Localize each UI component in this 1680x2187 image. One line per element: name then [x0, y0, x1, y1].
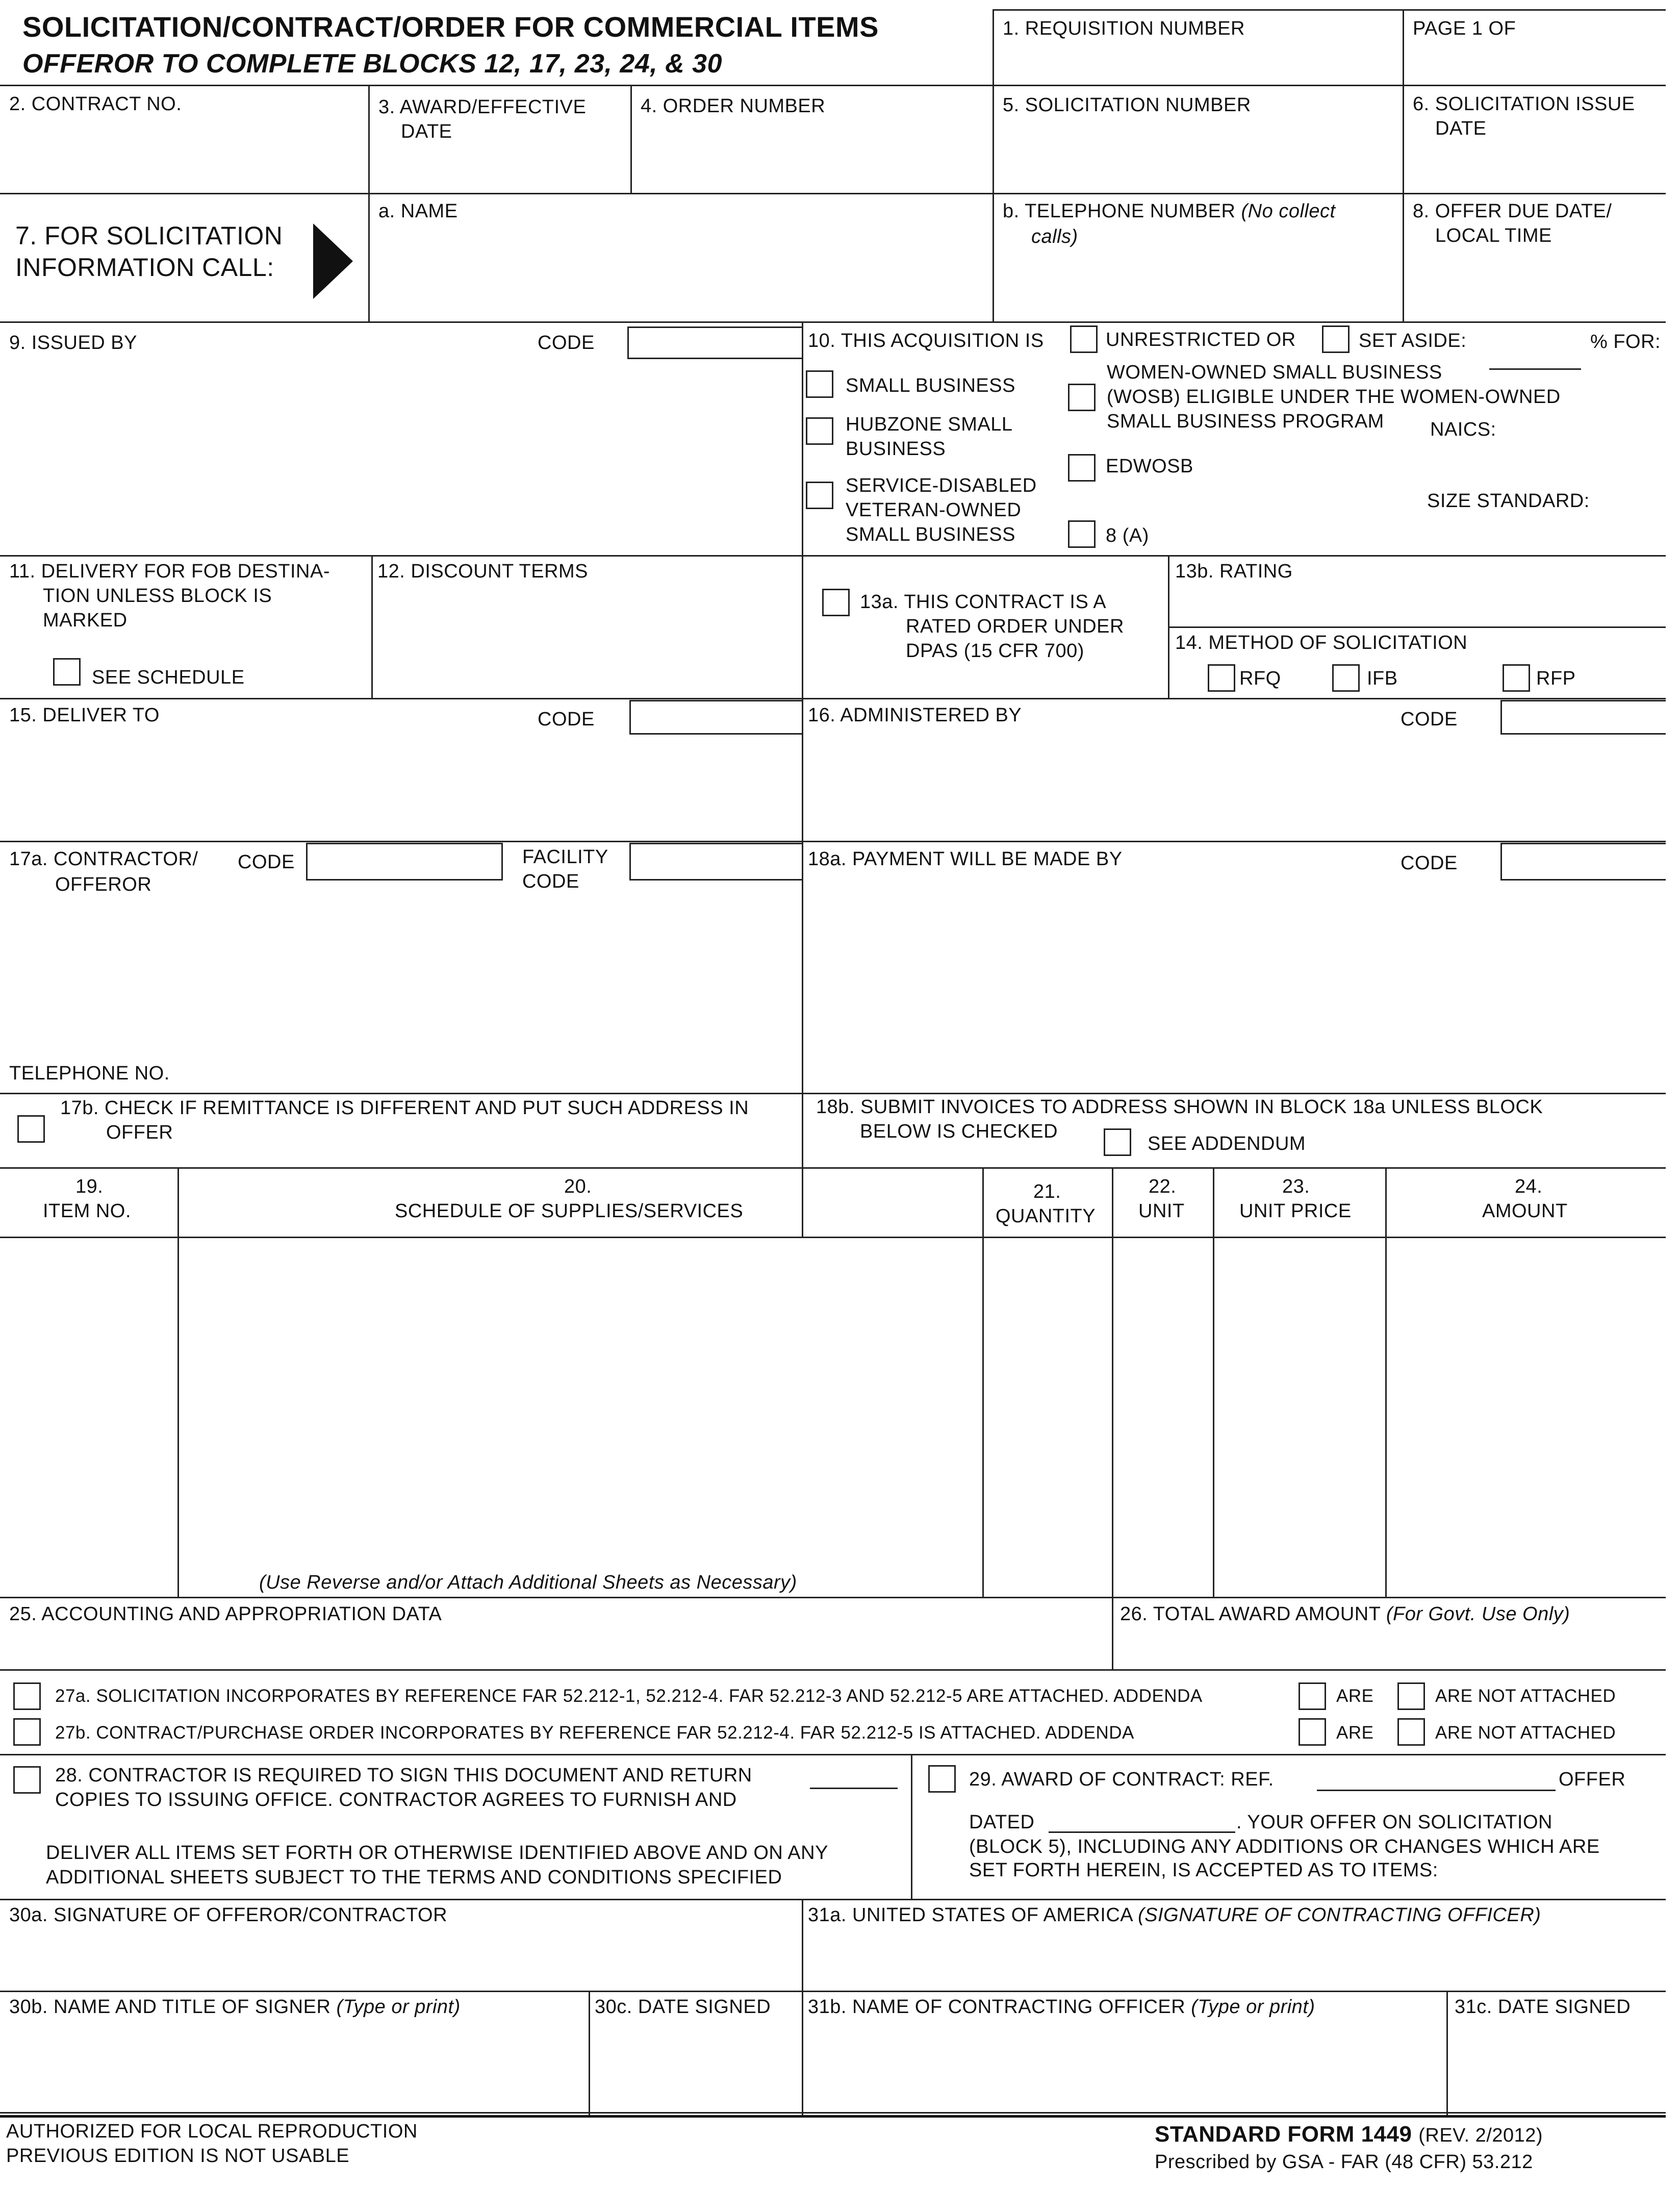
block-17b-label-2: OFFER — [106, 1122, 173, 1143]
block-27b-are-checkbox[interactable] — [1299, 1718, 1326, 1746]
block-28-label-4: ADDITIONAL SHEETS SUBJECT TO THE TERMS AND CONDITIONS SPECIFIED — [46, 1867, 782, 1888]
block-31c-label: 31c. DATE SIGNED — [1455, 1996, 1631, 2018]
block-27b-are-not-checkbox[interactable] — [1397, 1718, 1425, 1746]
block-30b-label: 30b. NAME AND TITLE OF SIGNER (Type or print) — [9, 1996, 461, 2018]
small-business-label: SMALL BUSINESS — [846, 375, 1015, 396]
wosb-label-2: (WOSB) ELIGIBLE UNDER THE WOMEN-OWNED — [1107, 386, 1561, 408]
block-13a-label: 13a. THIS CONTRACT IS A — [860, 591, 1107, 613]
block-7b-label: b. TELEPHONE NUMBER (No collect — [1003, 200, 1336, 222]
block-27a-are-label: ARE — [1336, 1686, 1374, 1706]
block-1-label: 1. REQUISITION NUMBER — [1003, 18, 1245, 39]
block-13a-label-2: RATED ORDER UNDER — [906, 616, 1124, 637]
block-29-label-4: SET FORTH HEREIN, IS ACCEPTED AS TO ITEMS: — [969, 1859, 1438, 1881]
hubzone-checkbox[interactable] — [806, 417, 833, 445]
edwosb-label: EDWOSB — [1106, 456, 1193, 477]
block-17a-label-2: OFFEROR — [55, 874, 152, 895]
prescribed-by: Prescribed by GSA - FAR (48 CFR) 53.212 — [1155, 2151, 1533, 2173]
unrestricted-checkbox[interactable] — [1070, 325, 1098, 353]
wosb-label-3: SMALL BUSINESS PROGRAM — [1107, 411, 1384, 432]
offer-label: OFFER — [1559, 1769, 1626, 1790]
block-17a-code-label: CODE — [238, 851, 295, 873]
sdvosb-label-2: VETERAN-OWNED — [846, 499, 1022, 521]
schedule-body[interactable] — [179, 1238, 982, 1595]
sdvosb-checkbox[interactable] — [806, 482, 833, 509]
hubzone-label-2: BUSINESS — [846, 438, 946, 460]
previous-edition-note: PREVIOUS EDITION IS NOT USABLE — [6, 2145, 350, 2167]
ref-blank[interactable] — [1317, 1790, 1556, 1791]
facility-code-label: FACILITY — [522, 846, 608, 868]
block-27b-label: 27b. CONTRACT/PURCHASE ORDER INCORPORATES BY REFERENCE FAR 52.212-4. FAR 52.212-5 IS ATTACHED. ADDENDA — [55, 1723, 1134, 1743]
eight-a-label: 8 (A) — [1106, 525, 1149, 546]
page-of-label: PAGE 1 OF — [1413, 18, 1516, 39]
set-aside-label: SET ASIDE: — [1359, 330, 1467, 351]
dated-blank[interactable] — [1049, 1831, 1235, 1833]
facility-code-field[interactable] — [629, 843, 802, 881]
rfq-label: RFQ — [1239, 668, 1281, 689]
block-29-label: 29. AWARD OF CONTRACT: REF. — [969, 1769, 1274, 1790]
block-31b-label: 31b. NAME OF CONTRACTING OFFICER (Type or print) — [808, 1996, 1315, 2018]
block-17a-code-field[interactable] — [306, 843, 503, 881]
col-schedule-header: SCHEDULE OF SUPPLIES/SERVICES — [395, 1200, 744, 1222]
block-17a-label: 17a. CONTRACTOR/ — [9, 848, 198, 870]
block-7b-label-2: calls) — [1031, 226, 1078, 247]
form-number: STANDARD FORM 1449 (REV. 2/2012) — [1155, 2122, 1543, 2147]
block-27b-are-not-label: ARE NOT ATTACHED — [1435, 1723, 1616, 1743]
block-3-label-2: DATE — [401, 121, 452, 142]
block-27a-label: 27a. SOLICITATION INCORPORATES BY REFERENCE FAR 52.212-1, 52.212-4. FAR 52.212-3 AND 52.212-5 ARE ATTACHED. ADDENDA — [55, 1686, 1203, 1706]
block-29-checkbox[interactable] — [928, 1765, 956, 1793]
telephone-label: TELEPHONE NO. — [9, 1063, 170, 1084]
naics-label: NAICS: — [1430, 419, 1496, 440]
block-9-code-field[interactable] — [627, 326, 802, 359]
pct-for-blank[interactable] — [1489, 368, 1581, 370]
col-amount-header: AMOUNT — [1482, 1200, 1568, 1222]
col-20-number: 20. — [564, 1176, 592, 1197]
block-29-label-3: (BLOCK 5), INCLUDING ANY ADDITIONS OR CHANGES WHICH ARE — [969, 1836, 1600, 1857]
copies-blank[interactable] — [810, 1788, 898, 1789]
block-30a-label: 30a. SIGNATURE OF OFFEROR/CONTRACTOR — [9, 1904, 448, 1926]
block-10-label: 10. THIS ACQUISITION IS — [808, 330, 1044, 351]
set-aside-checkbox[interactable] — [1322, 325, 1350, 353]
block-16-code-label: CODE — [1401, 709, 1458, 730]
form-instructions: OFFEROR TO COMPLETE BLOCKS 12, 17, 23, 24, & 30 — [22, 49, 722, 79]
edwosb-checkbox[interactable] — [1068, 454, 1096, 482]
ifb-label: IFB — [1367, 668, 1398, 689]
size-standard-label: SIZE STANDARD: — [1427, 490, 1590, 512]
remittance-checkbox[interactable] — [17, 1115, 45, 1143]
see-schedule-checkbox[interactable] — [53, 658, 81, 686]
block-6-label-2: DATE — [1435, 118, 1487, 139]
block-27a-are-not-checkbox[interactable] — [1397, 1682, 1425, 1710]
block-5-label: 5. SOLICITATION NUMBER — [1003, 94, 1251, 116]
block-27a-checkbox[interactable] — [13, 1682, 41, 1710]
arrow-right-icon — [313, 223, 353, 299]
block-18b-label: 18b. SUBMIT INVOICES TO ADDRESS SHOWN IN BLOCK 18a UNLESS BLOCK — [816, 1096, 1543, 1118]
schedule-note: (Use Reverse and/or Attach Additional Sheets as Necessary) — [259, 1572, 797, 1593]
rated-order-checkbox[interactable] — [822, 589, 850, 616]
block-15-label: 15. DELIVER TO — [9, 705, 160, 726]
small-business-checkbox[interactable] — [806, 370, 833, 398]
col-unit-price-header: UNIT PRICE — [1239, 1200, 1352, 1222]
block-7a-label: a. NAME — [378, 200, 458, 222]
block-15-code-label: CODE — [538, 709, 595, 730]
block-27a-are-checkbox[interactable] — [1299, 1682, 1326, 1710]
col-24-number: 24. — [1515, 1176, 1543, 1197]
block-11-label: 11. DELIVERY FOR FOB DESTINA- — [9, 561, 330, 582]
dated-label: DATED — [969, 1812, 1035, 1833]
block-6-label: 6. SOLICITATION ISSUE — [1413, 93, 1635, 115]
col-unit-header: UNIT — [1138, 1200, 1185, 1222]
rfq-checkbox[interactable] — [1208, 664, 1235, 692]
block-18a-label: 18a. PAYMENT WILL BE MADE BY — [808, 848, 1123, 870]
block-29-label-2: . YOUR OFFER ON SOLICITATION — [1236, 1812, 1552, 1833]
sdvosb-label: SERVICE-DISABLED — [846, 475, 1037, 496]
pct-for-label: % FOR: — [1590, 331, 1661, 353]
block-2-label: 2. CONTRACT NO. — [9, 93, 182, 115]
hubzone-label: HUBZONE SMALL — [846, 414, 1013, 435]
block-18a-code-label: CODE — [1401, 852, 1458, 874]
block-18b-label-2: BELOW IS CHECKED — [860, 1121, 1058, 1142]
wosb-label: WOMEN-OWNED SMALL BUSINESS — [1107, 362, 1442, 383]
block-9-code-label: CODE — [538, 332, 595, 354]
block-15-code-field[interactable] — [629, 700, 802, 735]
eight-a-checkbox[interactable] — [1068, 520, 1096, 548]
block-28-checkbox[interactable] — [13, 1766, 41, 1794]
block-25-label: 25. ACCOUNTING AND APPROPRIATION DATA — [9, 1603, 442, 1625]
col-item-no-header: ITEM NO. — [43, 1200, 131, 1222]
block-28-label: 28. CONTRACTOR IS REQUIRED TO SIGN THIS DOCUMENT AND RETURN — [55, 1765, 752, 1786]
col-23-number: 23. — [1282, 1176, 1310, 1197]
block-18a-code-field[interactable] — [1500, 843, 1666, 881]
block-27a-are-not-label: ARE NOT ATTACHED — [1435, 1686, 1616, 1706]
see-addendum-checkbox[interactable] — [1104, 1128, 1131, 1156]
block-13a-label-3: DPAS (15 CFR 700) — [906, 640, 1084, 662]
block-8-label: 8. OFFER DUE DATE/ — [1413, 200, 1612, 222]
col-21-number: 21. — [1033, 1181, 1061, 1202]
block-14-label: 14. METHOD OF SOLICITATION — [1175, 632, 1468, 653]
block-27b-are-label: ARE — [1336, 1723, 1374, 1743]
block-31a-label: 31a. UNITED STATES OF AMERICA (SIGNATURE OF CONTRACTING OFFICER) — [808, 1904, 1541, 1926]
rfp-label: RFP — [1536, 668, 1576, 689]
block-8-label-2: LOCAL TIME — [1435, 225, 1552, 246]
block-7-label: 7. FOR SOLICITATION — [15, 221, 283, 250]
block-11-label-2: TION UNLESS BLOCK IS — [43, 585, 272, 607]
block-28-label-2: COPIES TO ISSUING OFFICE. CONTRACTOR AGREES TO FURNISH AND — [55, 1789, 737, 1811]
see-addendum-label: SEE ADDENDUM — [1148, 1133, 1306, 1154]
facility-code-label-2: CODE — [522, 871, 579, 892]
block-12-label: 12. DISCOUNT TERMS — [377, 561, 589, 582]
authorized-reproduction-note: AUTHORIZED FOR LOCAL REPRODUCTION — [6, 2121, 418, 2142]
block-4-label: 4. ORDER NUMBER — [641, 95, 826, 117]
block-9-label: 9. ISSUED BY — [9, 332, 137, 354]
wosb-checkbox[interactable] — [1068, 384, 1096, 411]
block-17b-label: 17b. CHECK IF REMITTANCE IS DIFFERENT AND PUT SUCH ADDRESS IN — [60, 1097, 749, 1119]
block-28-label-3: DELIVER ALL ITEMS SET FORTH OR OTHERWISE IDENTIFIED ABOVE AND ON ANY — [46, 1842, 828, 1864]
col-19-number: 19. — [75, 1176, 104, 1197]
unrestricted-label: UNRESTRICTED OR — [1106, 329, 1296, 350]
see-schedule-label: SEE SCHEDULE — [92, 667, 245, 688]
block-11-label-3: MARKED — [43, 610, 128, 631]
block-27b-checkbox[interactable] — [13, 1718, 41, 1746]
block-13b-label: 13b. RATING — [1175, 561, 1293, 582]
block-16-code-field[interactable] — [1500, 700, 1666, 735]
form-title: SOLICITATION/CONTRACT/ORDER FOR COMMERCIAL ITEMS — [22, 11, 879, 43]
col-quantity-header: QUANTITY — [996, 1205, 1096, 1227]
block-26-label: 26. TOTAL AWARD AMOUNT (For Govt. Use Only) — [1120, 1603, 1570, 1625]
ifb-checkbox[interactable] — [1332, 664, 1360, 692]
sdvosb-label-3: SMALL BUSINESS — [846, 524, 1015, 545]
block-30c-label: 30c. DATE SIGNED — [595, 1996, 771, 2018]
block-16-label: 16. ADMINISTERED BY — [808, 705, 1022, 726]
block-7-label-2: INFORMATION CALL: — [15, 253, 274, 282]
col-22-number: 22. — [1149, 1176, 1177, 1197]
rfp-checkbox[interactable] — [1503, 664, 1530, 692]
block-3-label: 3. AWARD/EFFECTIVE — [378, 96, 587, 118]
